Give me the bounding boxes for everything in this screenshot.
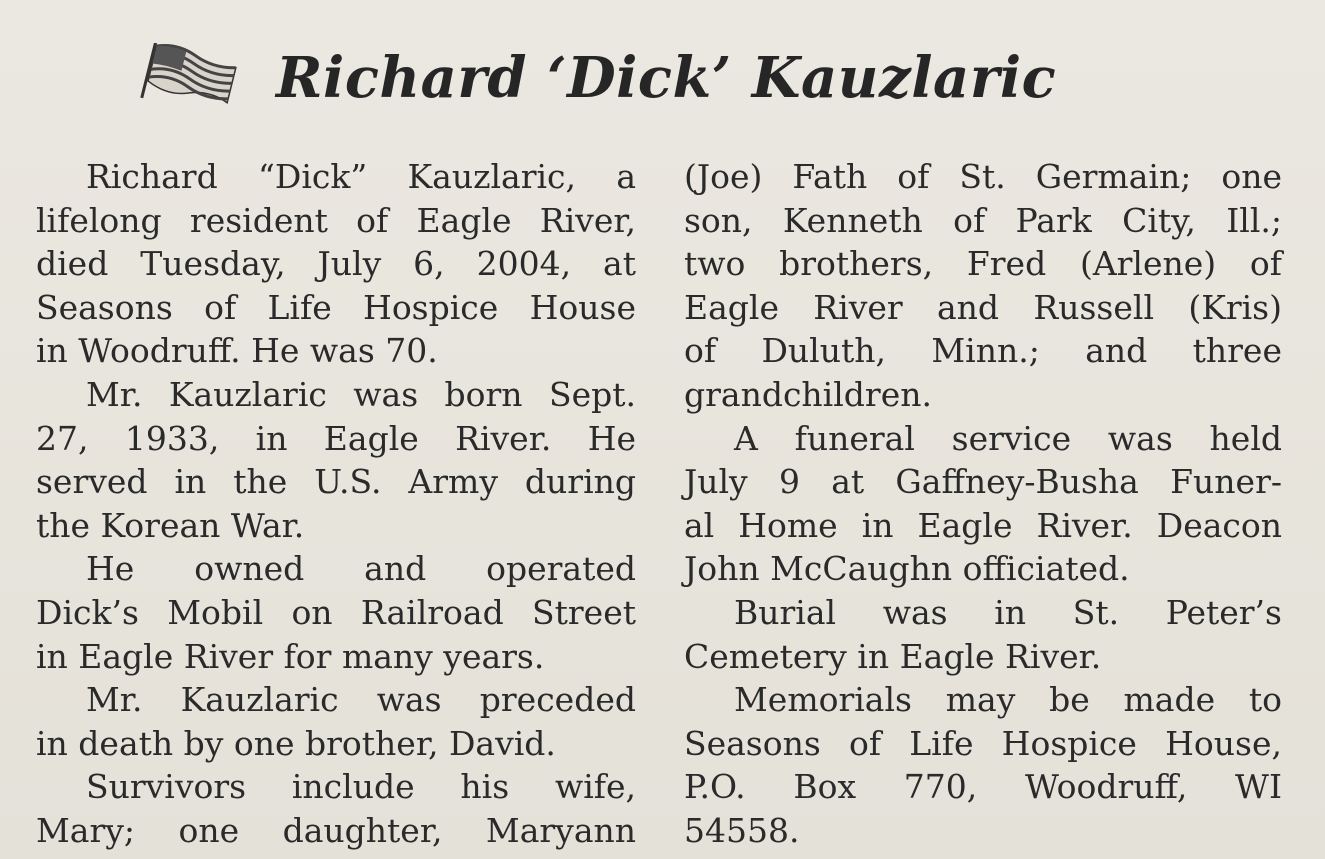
text-line: of Duluth, Minn.; and three xyxy=(684,331,1282,371)
text-line: Seasons of Life Hospice House, xyxy=(684,723,1282,763)
text-line: Cemetery in Eagle River. xyxy=(684,636,1102,676)
text-line: died Tuesday, July 6, 2004, at xyxy=(36,244,636,284)
right-column xyxy=(684,155,1282,853)
text-line: 27, 1933, in Eagle River. He xyxy=(36,418,636,458)
text-line: Mr. Kauzlaric was preceded xyxy=(86,680,636,720)
text-line: Seasons of Life Hospice House xyxy=(36,287,636,327)
text-line: Eagle River and Russell (Kris) xyxy=(684,287,1282,327)
text-line: Mary; one daughter, Maryann xyxy=(36,810,636,850)
text-line: John McCaughn officiated. xyxy=(684,549,1130,589)
american-flag-icon xyxy=(140,43,240,113)
text-line: son, Kenneth of Park City, Ill.; xyxy=(684,200,1282,240)
text-line: two brothers, Fred (Arlene) of xyxy=(684,244,1282,284)
text-line: Richard “Dick” Kauzlaric, a xyxy=(86,157,636,196)
left-column xyxy=(36,155,636,853)
headline-row xyxy=(140,38,1140,118)
text-line: served in the U.S. Army during xyxy=(36,462,636,502)
text-line: grandchildren. xyxy=(684,374,932,414)
text-line: Burial was in St. Peter’s xyxy=(734,592,1282,632)
text-line: 54558. xyxy=(684,810,800,850)
text-line: lifelong resident of Eagle River, xyxy=(36,200,636,240)
text-line: Survivors include his wife, xyxy=(86,767,636,807)
text-line: in Woodruff. He was 70. xyxy=(36,331,438,371)
page-title: Richard ‘Dick’ Kauzlaric xyxy=(276,45,1057,111)
text-line: al Home in Eagle River. Deacon xyxy=(684,505,1282,545)
text-line: the Korean War. xyxy=(36,505,305,545)
text-line: P.O. Box 770, Woodruff, WI xyxy=(684,767,1282,807)
text-line: He owned and operated xyxy=(86,549,636,589)
text-line: Memorials may be made to xyxy=(734,680,1282,720)
text-line: in death by one brother, David. xyxy=(36,723,556,763)
text-line: (Joe) Fath of St. Germain; one xyxy=(684,157,1282,196)
text-line: Mr. Kauzlaric was born Sept. xyxy=(86,374,636,414)
text-line: A funeral service was held xyxy=(734,418,1282,458)
text-line: Dick’s Mobil on Railroad Street xyxy=(36,592,636,632)
text-line: July 9 at Gaffney-Busha Funer- xyxy=(684,462,1282,502)
text-line: in Eagle River for many years. xyxy=(36,636,545,676)
